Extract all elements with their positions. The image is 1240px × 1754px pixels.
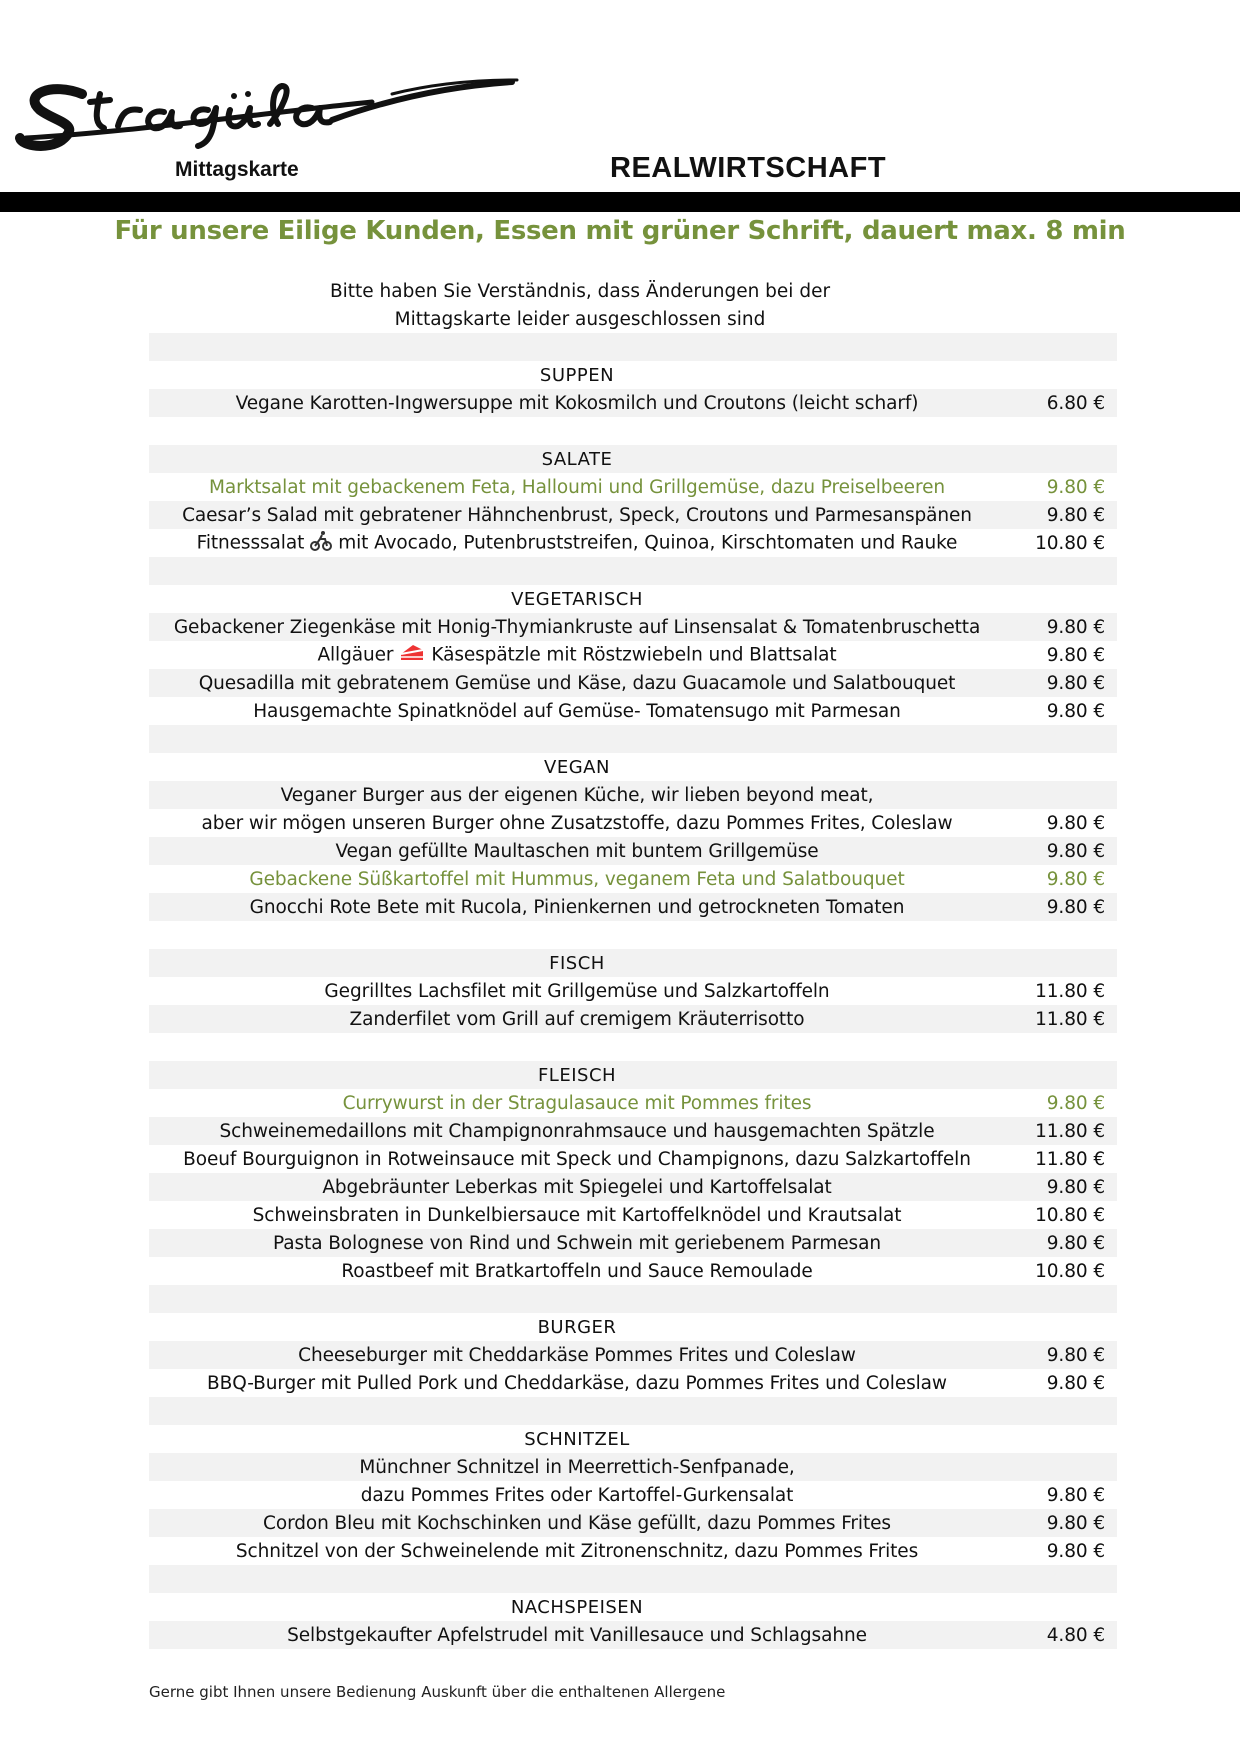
dish-name: Veganer Burger aus der eigenen Küche, wir lieben beyond meat,	[280, 784, 874, 806]
menu-item-row	[149, 669, 1117, 697]
dish-price: 4.80 €	[1046, 1624, 1105, 1646]
menu-item-row	[149, 1201, 1117, 1229]
dish-name: Quesadilla mit gebratenem Gemüse und Käse, dazu Guacamole und Salatbouquet	[198, 672, 956, 694]
dish-price: 9.80 €	[1046, 1344, 1105, 1366]
menu-item-row	[149, 389, 1117, 417]
menu-item-row	[149, 1509, 1117, 1537]
dish-price: 11.80 €	[1035, 980, 1105, 1002]
dish-price: 9.80 €	[1046, 644, 1105, 666]
menu-item-row	[149, 977, 1117, 1005]
menu-item-row	[149, 1369, 1117, 1397]
section-heading: VEGAN	[544, 756, 610, 778]
section-heading: VEGETARISCH	[511, 588, 643, 610]
menu-item-row	[149, 865, 1117, 893]
dish-name-part: mit Avocado, Putenbruststreifen, Quinoa, Kirschtomaten und Rauke	[338, 532, 958, 553]
spacer-row	[149, 1285, 1117, 1313]
section-heading-row	[149, 361, 1117, 389]
dish-name: Gnocchi Rote Bete mit Rucola, Pinienkernen und getrockneten Tomaten	[249, 896, 905, 918]
spacer-row	[149, 417, 1117, 445]
dish-name	[149, 530, 1005, 557]
dish-name: Roastbeef mit Bratkartoffeln und Sauce Remoulade	[341, 1260, 813, 1282]
menu-item-row	[149, 613, 1117, 641]
dish-name: Selbstgekaufter Apfelstrudel mit Vanillesauce und Schlagsahne	[287, 1624, 867, 1646]
section-heading: BURGER	[537, 1316, 617, 1338]
dish-name: Zanderfilet vom Grill auf cremigem Kräuterrisotto	[349, 1008, 805, 1030]
dish-name: Cordon Bleu mit Kochschinken und Käse gefüllt, dazu Pommes Frites	[263, 1512, 891, 1534]
menu-item-row	[149, 1173, 1117, 1201]
section-heading: FLEISCH	[537, 1064, 617, 1086]
dish-price: 10.80 €	[1035, 532, 1105, 554]
dish-name: Gebackener Ziegenkäse mit Honig-Thymiankruste auf Linsensalat & Tomatenbruschetta	[173, 616, 981, 638]
menu-item-row	[149, 1257, 1117, 1285]
dish-price: 9.80 €	[1046, 1540, 1105, 1562]
change-notice-line-1: Bitte haben Sie Verständnis, dass Änderungen bei der	[329, 281, 831, 302]
dish-price: 9.80 €	[1046, 1484, 1105, 1506]
menu-table	[149, 333, 1117, 1649]
dish-name: Cheeseburger mit Cheddarkäse Pommes Frites und Coleslaw	[298, 1344, 856, 1366]
dish-name: Schnitzel von der Schweinelende mit Zitronenschnitz, dazu Pommes Frites	[235, 1540, 919, 1562]
realwirtschaft-label: REALWIRTSCHAFT	[610, 152, 887, 184]
section-heading-row	[149, 949, 1117, 977]
section-heading-row	[149, 585, 1117, 613]
spacer-row	[149, 557, 1117, 585]
dish-name: Hausgemachte Spinatknödel auf Gemüse- Tomatensugo mit Parmesan	[253, 700, 901, 722]
dish-name: Gebackene Süßkartoffel mit Hummus, veganem Feta und Salatbouquet	[249, 868, 905, 890]
dish-name: BBQ-Burger mit Pulled Pork und Cheddarkäse, dazu Pommes Frites und Coleslaw	[207, 1372, 947, 1394]
menu-item-row	[149, 1453, 1117, 1481]
menu-item-row	[149, 1089, 1117, 1117]
dish-name: Abgebräunter Leberkas mit Spiegelei und Kartoffelsalat	[322, 1176, 832, 1198]
dish-price: 9.80 €	[1046, 812, 1105, 834]
dish-price: 9.80 €	[1046, 476, 1105, 498]
dish-name	[149, 642, 1005, 669]
menu-item-row	[149, 809, 1117, 837]
section-heading-row	[149, 1593, 1117, 1621]
dish-price: 9.80 €	[1046, 1176, 1105, 1198]
section-heading-row	[149, 1061, 1117, 1089]
dish-name: Münchner Schnitzel in Meerrettich-Senfpanade,	[359, 1456, 795, 1478]
section-heading-row	[149, 1313, 1117, 1341]
menu-item-row	[149, 1621, 1117, 1649]
mittagskarte-label: Mittagskarte	[175, 158, 299, 181]
dish-name-part: Fitnesssalat	[196, 532, 305, 553]
dish-name: Pasta Bolognese von Rind und Schwein mit geriebenem Parmesan	[273, 1232, 881, 1254]
menu-item-row	[149, 697, 1117, 725]
section-heading: NACHSPEISEN	[510, 1596, 644, 1618]
dish-price: 9.80 €	[1046, 616, 1105, 638]
menu-item-row	[149, 529, 1117, 557]
dish-price: 11.80 €	[1035, 1148, 1105, 1170]
dish-price: 10.80 €	[1035, 1204, 1105, 1226]
menu-item-row	[149, 1005, 1117, 1033]
dish-name-part: Käsespätzle mit Röstzwiebeln und Blattsalat	[431, 644, 837, 665]
spacer-row	[149, 921, 1117, 949]
dish-price: 9.80 €	[1046, 840, 1105, 862]
section-heading-row	[149, 753, 1117, 781]
section-heading: FISCH	[549, 952, 605, 974]
dish-name: Vegan gefüllte Maultaschen mit buntem Grillgemüse	[335, 840, 819, 862]
spacer-row	[149, 1397, 1117, 1425]
menu-item-row	[149, 1229, 1117, 1257]
dish-price: 9.80 €	[1046, 504, 1105, 526]
change-notice-line-2: Mittagskarte leider ausgeschlossen sind	[394, 309, 766, 330]
spacer-row	[149, 725, 1117, 753]
dish-name: Vegane Karotten-Ingwersuppe mit Kokosmilch und Croutons (leicht scharf)	[235, 392, 919, 414]
stragula-logo	[12, 72, 532, 152]
dish-name: Boeuf Bourguignon in Rotweinsauce mit Speck und Champignons, dazu Salzkartoffeln	[183, 1148, 971, 1170]
menu-item-row	[149, 1537, 1117, 1565]
dish-price: 9.80 €	[1046, 896, 1105, 918]
cheese-icon	[399, 642, 425, 669]
menu-item-row	[149, 781, 1117, 809]
dish-name-part: Allgäuer	[317, 644, 394, 665]
section-heading-row	[149, 1425, 1117, 1453]
dish-price: 6.80 €	[1046, 392, 1105, 414]
menu-item-row	[149, 641, 1117, 669]
dish-name: Currywurst in der Stragulasauce mit Pommes frites	[342, 1092, 812, 1114]
dish-name: Schweinemedaillons mit Champignonrahmsauce und hausgemachten Spätzle	[219, 1120, 935, 1142]
dish-price: 10.80 €	[1035, 1260, 1105, 1282]
dish-name: Schweinsbraten in Dunkelbiersauce mit Kartoffelknödel und Krautsalat	[252, 1204, 902, 1226]
dish-price: 9.80 €	[1046, 1092, 1105, 1114]
dish-price: 9.80 €	[1046, 1372, 1105, 1394]
menu-item-row	[149, 1481, 1117, 1509]
dish-name: dazu Pommes Frites oder Kartoffel-Gurkensalat	[360, 1484, 794, 1506]
dish-price: 11.80 €	[1035, 1008, 1105, 1030]
menu-item-row	[149, 473, 1117, 501]
dish-price: 9.80 €	[1046, 700, 1105, 722]
dish-price: 9.80 €	[1046, 1232, 1105, 1254]
dish-price: 11.80 €	[1035, 1120, 1105, 1142]
spacer-row	[149, 1033, 1117, 1061]
menu-item-row	[149, 837, 1117, 865]
dish-price: 9.80 €	[1046, 1512, 1105, 1534]
dish-name: Caesar’s Salad mit gebratener Hähnchenbrust, Speck, Croutons und Parmesanspänen	[182, 504, 972, 526]
cyclist-icon	[310, 530, 332, 557]
spacer-row	[149, 1565, 1117, 1593]
allergen-footer: Gerne gibt Ihnen unsere Bedienung Auskunft über die enthaltenen Allergene	[149, 1683, 726, 1701]
section-heading: SCHNITZEL	[524, 1428, 630, 1450]
section-heading: SALATE	[541, 448, 613, 470]
express-notice: Für unsere Eilige Kunden, Essen mit grüner Schrift, dauert max. 8 min	[114, 216, 1126, 246]
menu-item-row	[149, 1145, 1117, 1173]
dish-name: Gegrilltes Lachsfilet mit Grillgemüse und Salzkartoffeln	[324, 980, 830, 1002]
menu-item-row	[149, 1341, 1117, 1369]
spacer-row	[149, 333, 1117, 361]
section-heading: SUPPEN	[539, 364, 615, 386]
dish-price: 9.80 €	[1046, 868, 1105, 890]
menu-item-row	[149, 1117, 1117, 1145]
section-heading-row	[149, 445, 1117, 473]
menu-item-row	[149, 893, 1117, 921]
dish-price: 9.80 €	[1046, 672, 1105, 694]
header-divider-bar	[0, 192, 1240, 212]
dish-name: Marktsalat mit gebackenem Feta, Halloumi und Grillgemüse, dazu Preiselbeeren	[209, 476, 945, 498]
dish-name: aber wir mögen unseren Burger ohne Zusatzstoffe, dazu Pommes Frites, Coleslaw	[201, 812, 953, 834]
menu-item-row	[149, 501, 1117, 529]
